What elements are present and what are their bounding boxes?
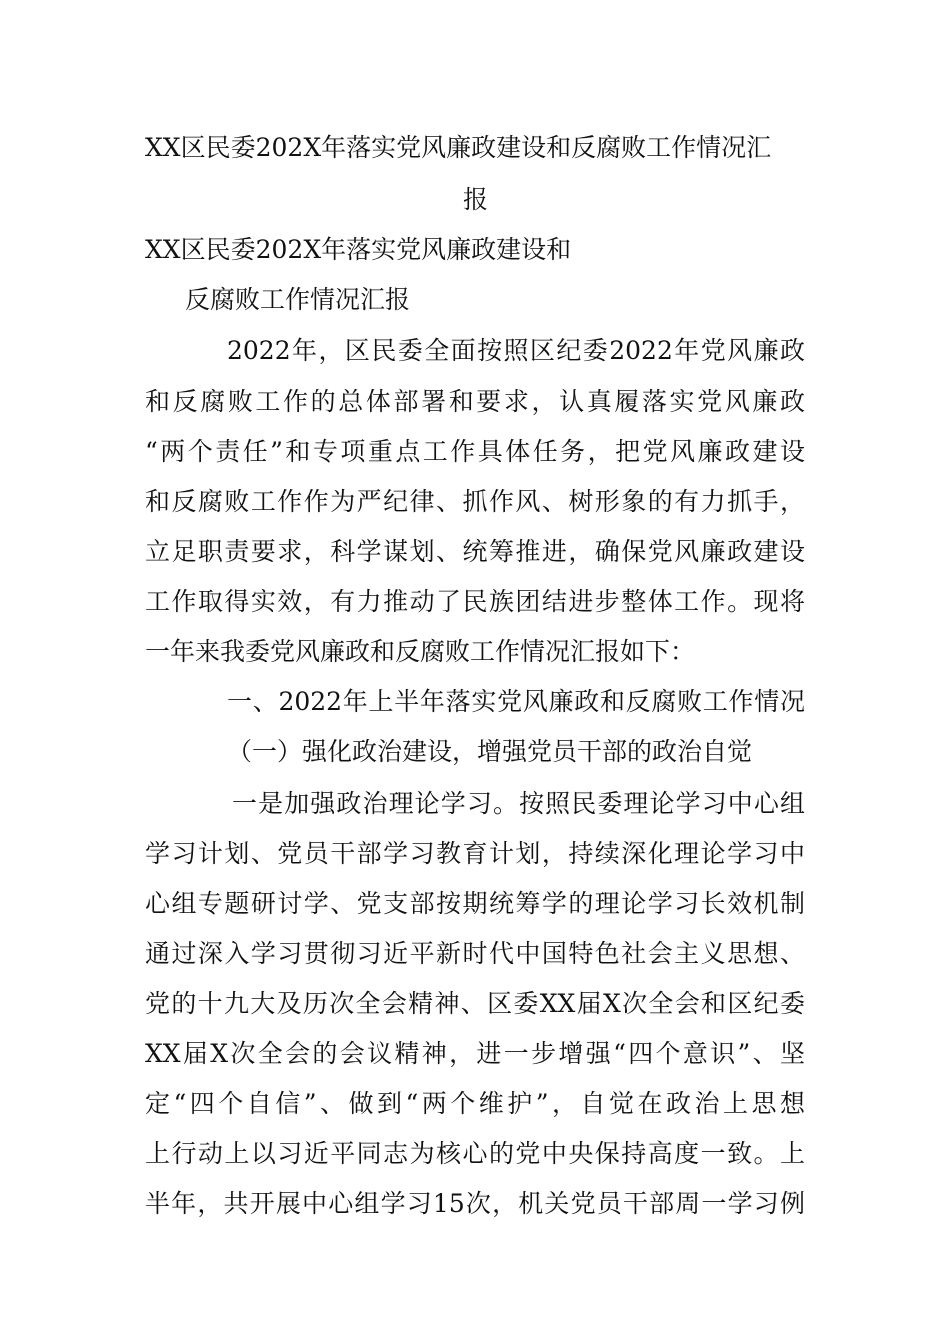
body-paragraph-line: 学习计划、党员干部学习教育计划，持续深化理论学习中	[145, 839, 805, 868]
body-paragraph-line: 上行动上以习近平同志为核心的党中央保持高度一致。上	[145, 1139, 805, 1168]
body-paragraph-line: 心组专题研讨学、党支部按期统筹学的理论学习长效机制	[145, 889, 805, 918]
intro-paragraph-line: 和反腐败工作作为严纪律、抓作风、树形象的有力抓手，	[145, 487, 805, 516]
intro-paragraph-line: “两个责任”和专项重点工作具体任务，把党风廉政建设	[145, 437, 805, 466]
document-subtitle-line-2: 反腐败工作情况汇报	[185, 285, 411, 314]
document-title-line-2: 报	[463, 185, 489, 214]
body-paragraph-line: 半年，共开展中心组学习15次，机关党员干部周一学习例	[145, 1189, 805, 1218]
subsection-heading: （一）强化政治建设，增强党员干部的政治自觉	[227, 737, 753, 766]
intro-paragraph-line: 和反腐败工作的总体部署和要求，认真履落实党风廉政	[145, 387, 805, 416]
body-paragraph-line: 通过深入学习贯彻习近平新时代中国特色社会主义思想、	[145, 939, 805, 968]
body-paragraph-line: 一是加强政治理论学习。按照民委理论学习中心组	[232, 789, 805, 818]
intro-paragraph-line: 一年来我委党风廉政和反腐败工作情况汇报如下：	[145, 637, 696, 666]
document-title-line-1: XX区民委202X年落实党风廉政建设和反腐败工作情况汇	[145, 133, 772, 162]
body-paragraph-line: 定“四个自信”、做到“两个维护”，自觉在政治上思想	[145, 1089, 805, 1118]
intro-paragraph-line: 2022年，区民委全面按照区纪委2022年党风廉政	[227, 336, 805, 365]
intro-paragraph-line: 工作取得实效，有力推动了民族团结进步整体工作。现将	[145, 587, 805, 616]
body-paragraph-line: XX届X次全会的会议精神，进一步增强“四个意识”、坚	[145, 1039, 805, 1068]
intro-paragraph-line: 立足职责要求，科学谋划、统筹推进，确保党风廉政建设	[145, 537, 805, 566]
body-paragraph-line: 党的十九大及历次全会精神、区委XX届X次全会和区纪委	[145, 989, 805, 1018]
document-subtitle-line-1: XX区民委202X年落实党风廉政建设和	[145, 235, 572, 264]
section-heading: 一、2022年上半年落实党风廉政和反腐败工作情况	[227, 687, 805, 716]
